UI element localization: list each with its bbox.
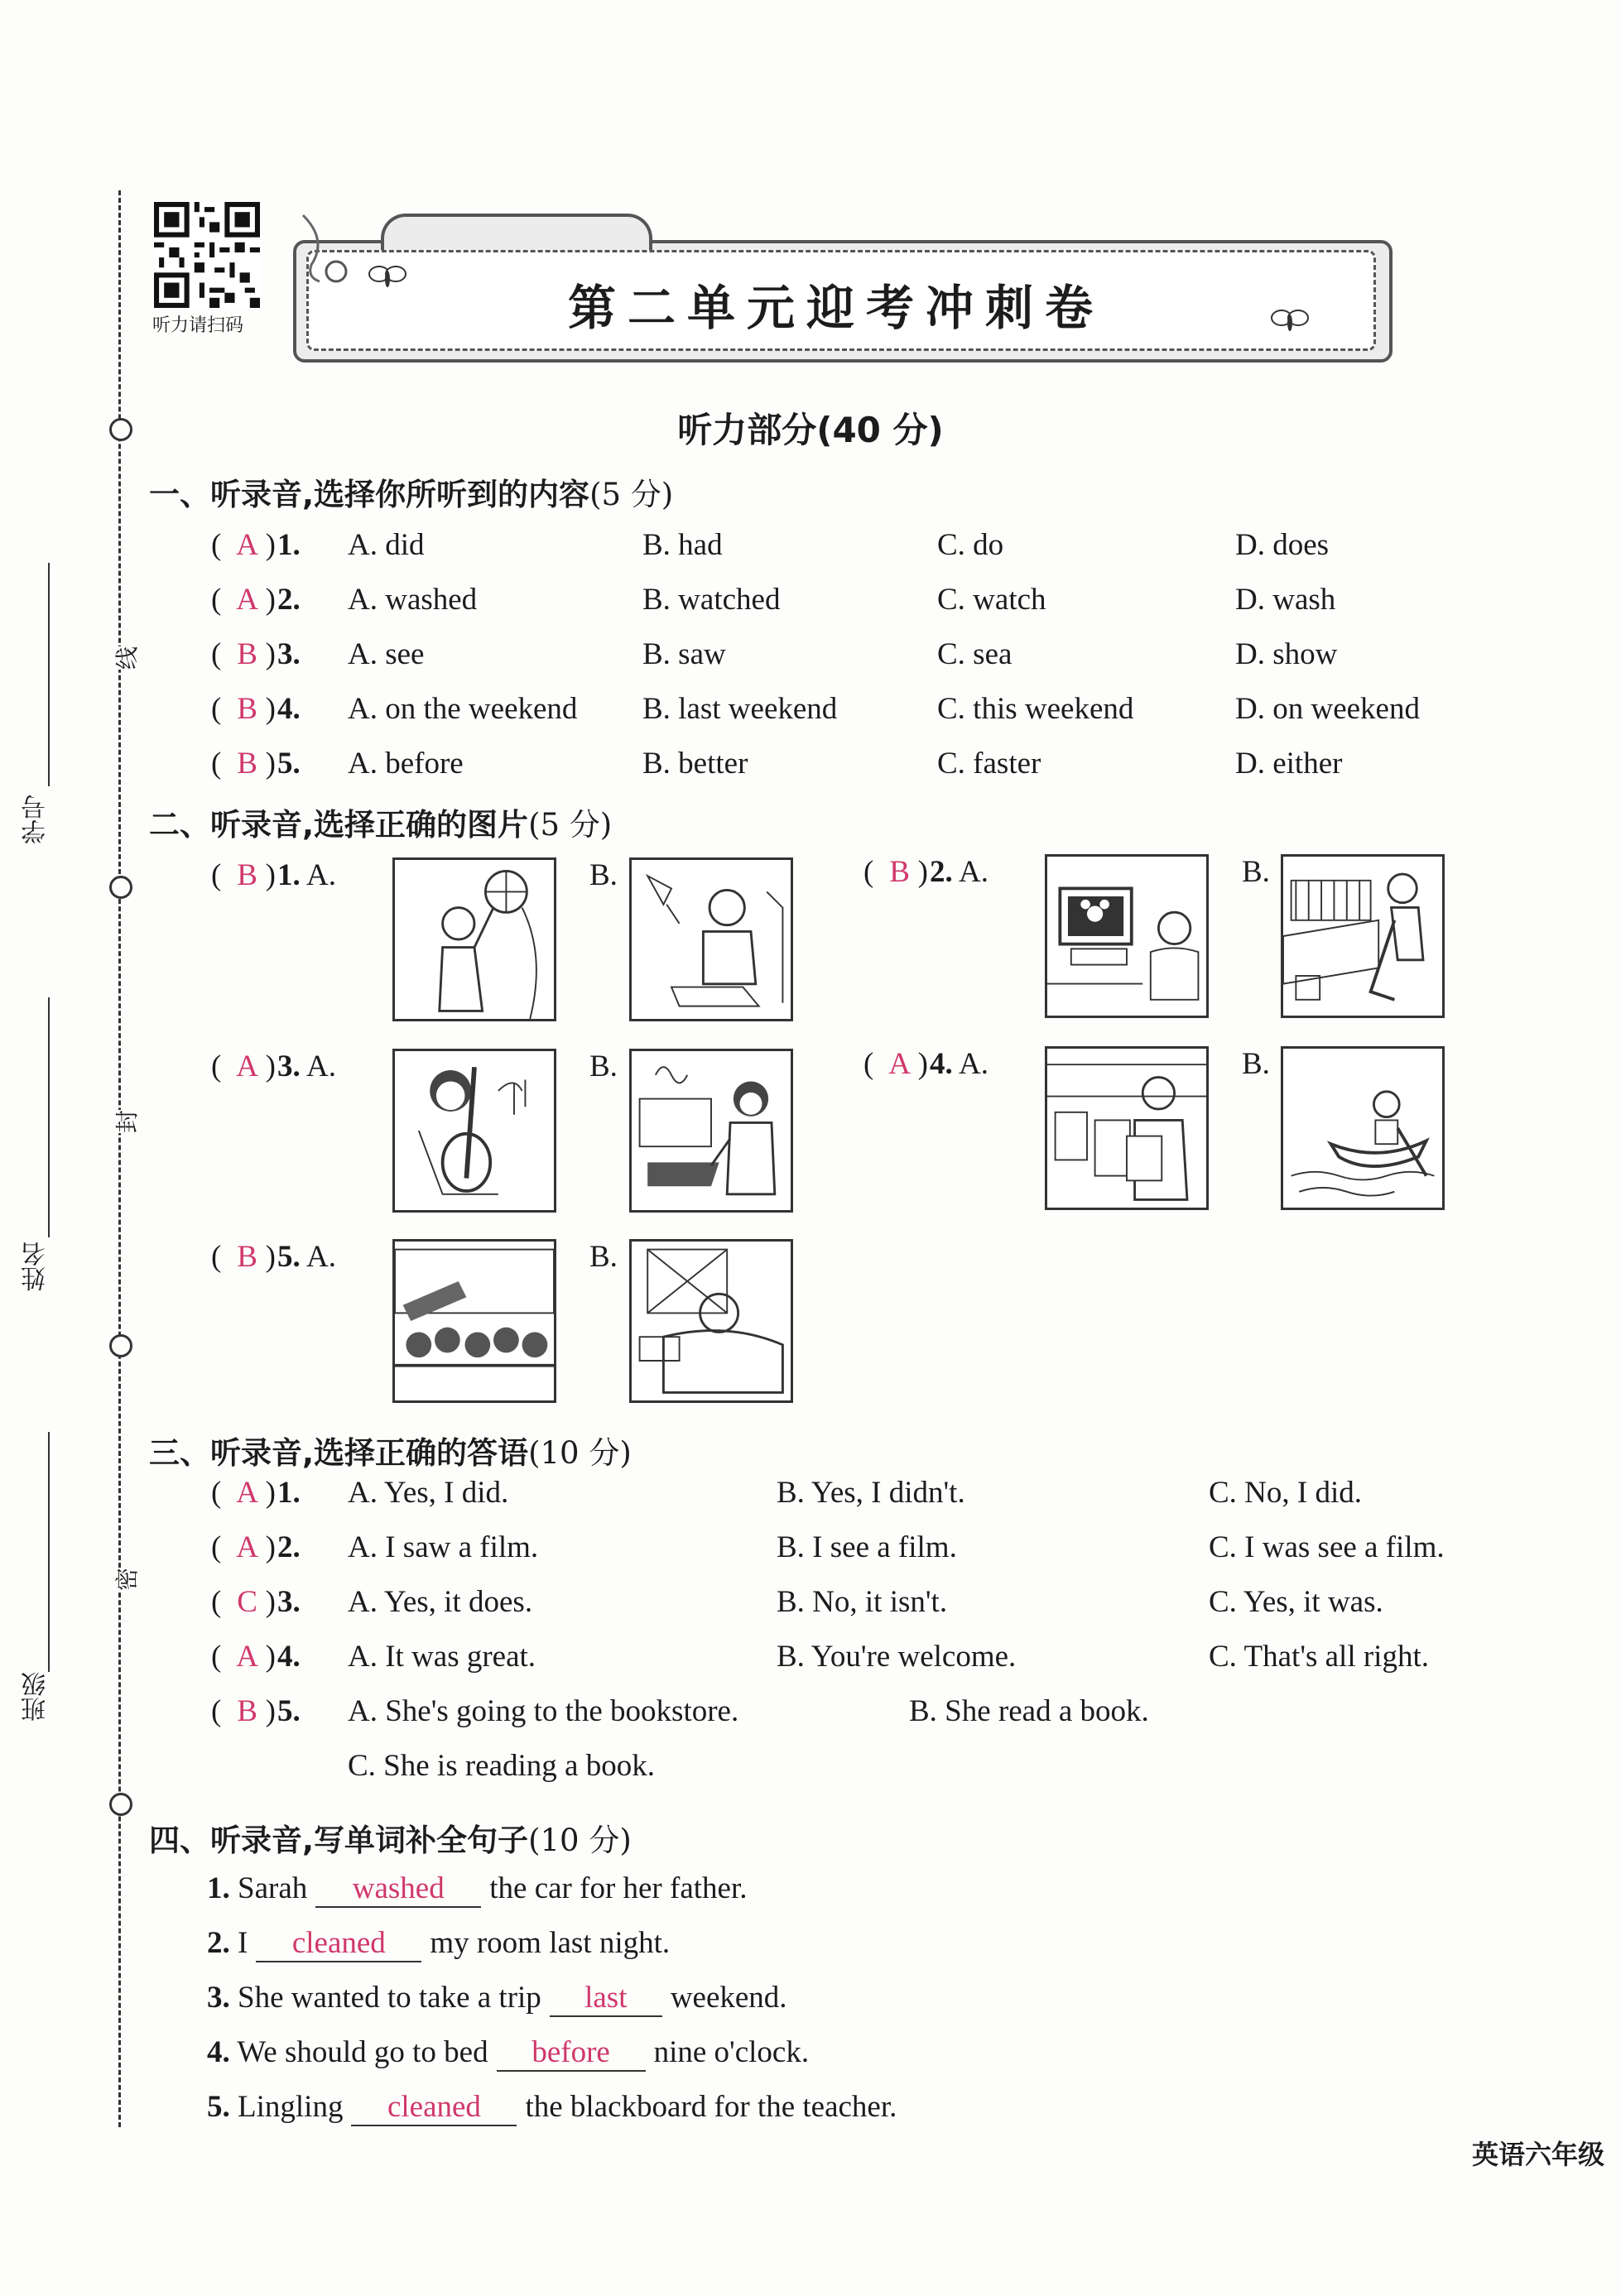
sentence-start: We should go to bed — [237, 2035, 488, 2069]
s2-question-1: ( B )1. A. — [211, 858, 336, 892]
question-number: 5. — [207, 2090, 230, 2124]
answer[interactable]: B — [237, 637, 257, 671]
option-a: A. on the weekend — [348, 692, 578, 726]
option-d: D. show — [1235, 637, 1338, 671]
question-number: 1. — [277, 528, 301, 562]
s2-question-2: ( B )2. A. — [863, 855, 988, 889]
s2-question-3: ( A )3. A. — [211, 1050, 336, 1083]
answer[interactable]: A — [236, 1476, 258, 1510]
class-line[interactable] — [48, 1432, 50, 1672]
picture-playing-pipa[interactable] — [392, 1049, 556, 1213]
question-number: 3. — [207, 1981, 230, 2015]
option-b-label: B. — [1242, 855, 1270, 889]
option-a: A. She's going to the bookstore. — [348, 1694, 739, 1728]
binding-hole — [109, 876, 132, 899]
question-number: 3. — [277, 1050, 301, 1083]
answer[interactable]: B — [237, 1694, 257, 1728]
picture-reading-magazine[interactable] — [1045, 1046, 1209, 1210]
sentence-end: nine o'clock. — [653, 2035, 810, 2069]
picture-watching-tv[interactable] — [1045, 854, 1209, 1018]
option-d: D. wash — [1235, 583, 1336, 617]
s1-question-5: ( B )5. — [211, 747, 301, 781]
picture-watching-film[interactable] — [392, 1239, 556, 1403]
option-c: C. I was see a film. — [1209, 1530, 1445, 1564]
option-b-label: B. — [589, 1050, 618, 1083]
s3-question-1: ( A )1. — [211, 1476, 301, 1510]
option-a: A. washed — [348, 583, 478, 617]
section3-heading — [149, 1428, 632, 1472]
option-d: D. does — [1235, 528, 1330, 562]
student-number-line[interactable] — [48, 563, 50, 786]
name-line[interactable] — [48, 997, 50, 1237]
section4-heading — [149, 1815, 632, 1860]
s4-sentence-3 — [207, 1980, 787, 2017]
option-a: A. It was great. — [348, 1640, 536, 1674]
answer-blank[interactable]: washed — [315, 1871, 481, 1908]
answer[interactable]: B — [889, 855, 910, 889]
option-c: C. Yes, it was. — [1209, 1585, 1383, 1619]
section2-title: 二、听录音,选择正确的图片 — [149, 807, 529, 843]
sentence-start: Sarah — [238, 1871, 308, 1905]
s4-sentence-5 — [207, 2089, 897, 2126]
answer[interactable]: B — [237, 858, 257, 892]
seal-char-xian: 线 — [109, 646, 142, 670]
section1-title: 一、听录音,选择你所听到的内容 — [149, 477, 590, 512]
butterfly-icon — [364, 261, 411, 294]
answer[interactable]: B — [237, 1240, 257, 1274]
question-number: 1. — [207, 1871, 230, 1905]
binding-hole — [109, 1793, 132, 1816]
option-b: B. better — [642, 747, 748, 781]
option-b: B. I see a film. — [777, 1530, 957, 1564]
section2-points: (5 分) — [528, 807, 613, 843]
picture-reading-at-desk[interactable] — [629, 857, 793, 1021]
s1-question-1: ( A )1. — [211, 528, 301, 562]
question-number: 1. — [277, 858, 301, 892]
answer[interactable]: A — [236, 1530, 258, 1564]
picture-basketball[interactable] — [392, 857, 556, 1021]
sentence-end: weekend. — [670, 1981, 787, 2015]
question-number: 4. — [930, 1047, 953, 1081]
option-b: B. had — [642, 528, 723, 562]
section3-title: 三、听录音,选择正确的答语 — [149, 1435, 529, 1471]
option-a: A. Yes, I did. — [348, 1476, 509, 1510]
s1-question-2: ( A )2. — [211, 583, 301, 617]
sentence-end: the blackboard for the teacher. — [525, 2090, 897, 2124]
class-label: 班级 — [22, 1672, 51, 1722]
option-a: A. did — [348, 528, 425, 562]
answer[interactable]: B — [237, 747, 257, 781]
option-c: C. this weekend — [937, 692, 1134, 726]
sentence-start: She wanted to take a trip — [238, 1981, 541, 2015]
question-number: 4. — [277, 692, 301, 726]
option-b: B. No, it isn't. — [777, 1585, 948, 1619]
option-c: C. faster — [937, 747, 1041, 781]
option-a-label: A. — [305, 1050, 336, 1083]
s3-question-2: ( A )2. — [211, 1530, 301, 1564]
question-number: 2. — [207, 1926, 230, 1960]
answer[interactable]: A — [236, 583, 258, 617]
s3-question-5: ( B )5. — [211, 1694, 301, 1728]
qr-code-icon[interactable] — [154, 202, 260, 308]
listening-header: 听力部分(40 分) — [677, 410, 944, 450]
option-c: C. She is reading a book. — [348, 1749, 655, 1783]
picture-sleeping-in-bed[interactable] — [629, 1239, 793, 1403]
section3-points: (10 分) — [528, 1435, 632, 1471]
butterfly-icon — [1267, 305, 1313, 338]
question-number: 5. — [277, 1240, 301, 1274]
s2-question-4: ( A )4. A. — [863, 1047, 988, 1081]
answer[interactable]: C — [237, 1585, 257, 1619]
option-b: B. watched — [642, 583, 781, 617]
picture-mopping-floor[interactable] — [1281, 854, 1445, 1018]
option-a: A. before — [348, 747, 464, 781]
option-c: C. do — [937, 528, 1004, 562]
seal-char-mi: 密 — [109, 1568, 142, 1591]
s1-question-3: ( B )3. — [211, 637, 301, 671]
picture-rowing-boat[interactable] — [1281, 1046, 1445, 1210]
s4-sentence-4 — [207, 2034, 809, 2072]
s4-sentence-1 — [207, 1871, 747, 1908]
option-b: B. last weekend — [642, 692, 838, 726]
option-b-label: B. — [1242, 1047, 1270, 1081]
answer[interactable]: A — [236, 528, 258, 562]
option-a-label: A. — [305, 858, 336, 892]
sentence-end: my room last night. — [430, 1926, 671, 1960]
seal-char-feng: 封 — [109, 1110, 142, 1133]
picture-cooking[interactable] — [629, 1049, 793, 1213]
option-b-label: B. — [589, 1240, 618, 1274]
footer-grade-label: 英语六年级 — [1471, 2139, 1604, 2170]
question-number: 3. — [277, 1585, 301, 1619]
question-number: 5. — [277, 1694, 301, 1728]
option-b: B. Yes, I didn't. — [777, 1476, 965, 1510]
qr-caption: 听力请扫码 — [152, 315, 244, 336]
answer[interactable]: A — [236, 1050, 258, 1083]
question-number: 2. — [277, 1530, 301, 1564]
s2-question-5: ( B )5. A. — [211, 1240, 336, 1274]
answer-blank[interactable]: before — [497, 2034, 646, 2072]
option-a: A. I saw a film. — [348, 1530, 539, 1564]
student-number-label: 学号 — [22, 795, 51, 844]
question-number: 2. — [930, 855, 953, 889]
answer[interactable]: B — [237, 692, 257, 726]
option-b-label: B. — [589, 858, 618, 892]
section2-heading — [149, 800, 612, 844]
option-c: C. sea — [937, 637, 1013, 671]
question-number: 3. — [277, 637, 301, 671]
option-c: C. No, I did. — [1209, 1476, 1362, 1510]
option-a-label: A. — [958, 855, 988, 889]
section1-heading — [149, 469, 673, 514]
question-number: 4. — [207, 2035, 230, 2069]
s3-question-4: ( A )4. — [211, 1640, 301, 1674]
binding-hole — [109, 1334, 132, 1357]
option-b: B. She read a book. — [909, 1694, 1149, 1728]
section4-title: 四、听录音,写单词补全句子 — [149, 1823, 529, 1858]
option-a: A. see — [348, 637, 425, 671]
section4-points: (10 分) — [528, 1823, 632, 1858]
answer-blank[interactable]: cleaned — [351, 2089, 517, 2126]
option-a: A. Yes, it does. — [348, 1585, 533, 1619]
answer[interactable]: A — [236, 1640, 258, 1674]
option-b: B. You're welcome. — [777, 1640, 1017, 1674]
answer-blank[interactable]: cleaned — [256, 1925, 421, 1962]
option-c: C. watch — [937, 583, 1046, 617]
option-b: B. saw — [642, 637, 726, 671]
sentence-end: the car for her father. — [489, 1871, 748, 1905]
answer[interactable]: A — [888, 1047, 911, 1081]
binding-dashed-line — [118, 190, 121, 2127]
sentence-start: Lingling — [238, 2090, 344, 2124]
question-number: 5. — [277, 747, 301, 781]
banner-string-icon — [295, 207, 361, 290]
sentence-start: I — [238, 1926, 248, 1960]
option-a-label: A. — [958, 1047, 988, 1081]
s1-question-4: ( B )4. — [211, 692, 301, 726]
question-number: 4. — [277, 1640, 301, 1674]
section1-points: (5 分) — [589, 477, 674, 512]
page-title: 第二单元迎考冲刺卷 — [567, 280, 1104, 336]
answer-blank[interactable]: last — [550, 1980, 662, 2017]
option-d: D. on weekend — [1235, 692, 1420, 726]
option-a-label: A. — [305, 1240, 336, 1274]
s3-question-3: ( C )3. — [211, 1585, 301, 1619]
question-number: 1. — [277, 1476, 301, 1510]
option-d: D. either — [1235, 747, 1343, 781]
s4-sentence-2 — [207, 1925, 670, 1962]
option-c: C. That's all right. — [1209, 1640, 1429, 1674]
question-number: 2. — [277, 583, 301, 617]
name-label: 姓名 — [22, 1242, 51, 1291]
